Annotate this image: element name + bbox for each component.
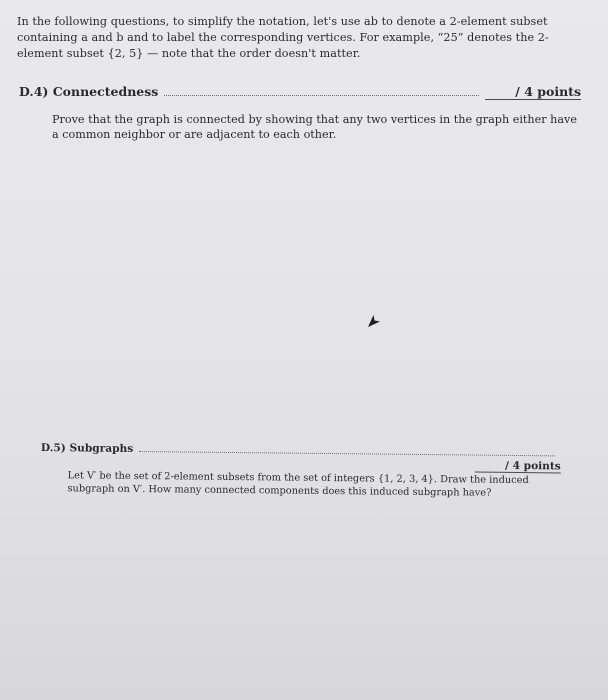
section-d4-points: / 4 points — [485, 84, 581, 100]
mouse-pointer-icon — [367, 314, 381, 328]
section-d5-prompt: Let V′ be the set of 2-element subsets from the set of integers {1, 2, 3, 4}. Draw the induced subgraph on V′. How many connected components does this induced subgraph have? — [67, 470, 529, 499]
section-d5-title: D.5) Subgraphs — [40, 442, 134, 455]
section-d4-header — [19, 84, 581, 100]
section-d5-points: / 4 points — [475, 460, 561, 474]
dotted-leader — [139, 450, 555, 456]
section-d4-prompt: Prove that the graph is connected by showing that any two vertices in the graph either have a common neighbor or are adjacent to each other. — [52, 113, 577, 141]
section-d4-connectedness — [19, 84, 581, 142]
section-d5-subgraphs — [40, 442, 561, 500]
section-d4-title: D.4) Connectedness — [19, 84, 159, 99]
dotted-leader — [164, 94, 479, 96]
intro-paragraph: In the following questions, to simplify the notation, let's use ab to denote a 2-element subset containing a and b and to label the corresponding vertices. For example, “25” denotes the 2-element subset {2, 5} — note that the order doesn't matter. — [17, 15, 549, 60]
